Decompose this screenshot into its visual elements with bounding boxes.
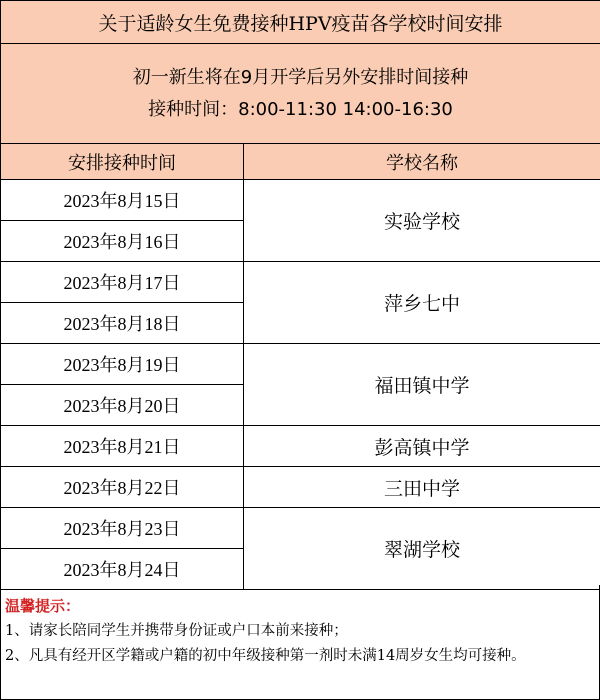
date-cell: 2023年8月16日 bbox=[1, 221, 244, 262]
tips-item-1: 1、请家长陪同学生并携带身份证或户口本前来接种； bbox=[5, 623, 348, 639]
school-cell: 三田中学 bbox=[244, 467, 600, 508]
tips-box bbox=[0, 585, 600, 700]
date-column-header: 安排接种时间 bbox=[1, 144, 244, 180]
school-cell: 萍乡七中 bbox=[244, 262, 600, 344]
header-row bbox=[1, 144, 600, 180]
date-cell: 2023年8月24日 bbox=[1, 549, 244, 590]
page-title: 关于适龄女生免费接种HPV疫苗各学校时间安排 bbox=[1, 1, 600, 44]
table-row bbox=[1, 180, 600, 221]
table-row bbox=[1, 344, 600, 385]
date-cell: 2023年8月20日 bbox=[1, 385, 244, 426]
school-cell: 翠湖学校 bbox=[244, 508, 600, 590]
notice-line-1: 初一新生将在9月开学后另外安排时间接种 bbox=[132, 66, 469, 88]
table-row bbox=[1, 262, 600, 303]
date-cell: 2023年8月23日 bbox=[1, 508, 244, 549]
school-cell: 彭高镇中学 bbox=[244, 426, 600, 467]
notice-line-2: 接种时间：8:00-11:30 14:00-16:30 bbox=[148, 98, 453, 120]
date-cell: 2023年8月18日 bbox=[1, 303, 244, 344]
tips-item-2: 2、凡具有经开区学籍或户籍的初中年级接种第一剂时未满14周岁女生均可接种。 bbox=[5, 648, 526, 664]
table-row bbox=[1, 467, 600, 508]
date-cell: 2023年8月22日 bbox=[1, 467, 244, 508]
school-column-header: 学校名称 bbox=[244, 144, 600, 180]
title-row bbox=[1, 1, 600, 44]
notice-box bbox=[1, 44, 600, 144]
table-row bbox=[1, 426, 600, 467]
table-row bbox=[1, 508, 600, 549]
school-cell: 福田镇中学 bbox=[244, 344, 600, 426]
tips-title: 温馨提示： bbox=[5, 597, 81, 615]
notice-row bbox=[1, 44, 600, 144]
school-cell: 实验学校 bbox=[244, 180, 600, 262]
date-cell: 2023年8月19日 bbox=[1, 344, 244, 385]
date-cell: 2023年8月17日 bbox=[1, 262, 244, 303]
date-cell: 2023年8月21日 bbox=[1, 426, 244, 467]
date-cell: 2023年8月15日 bbox=[1, 180, 244, 221]
